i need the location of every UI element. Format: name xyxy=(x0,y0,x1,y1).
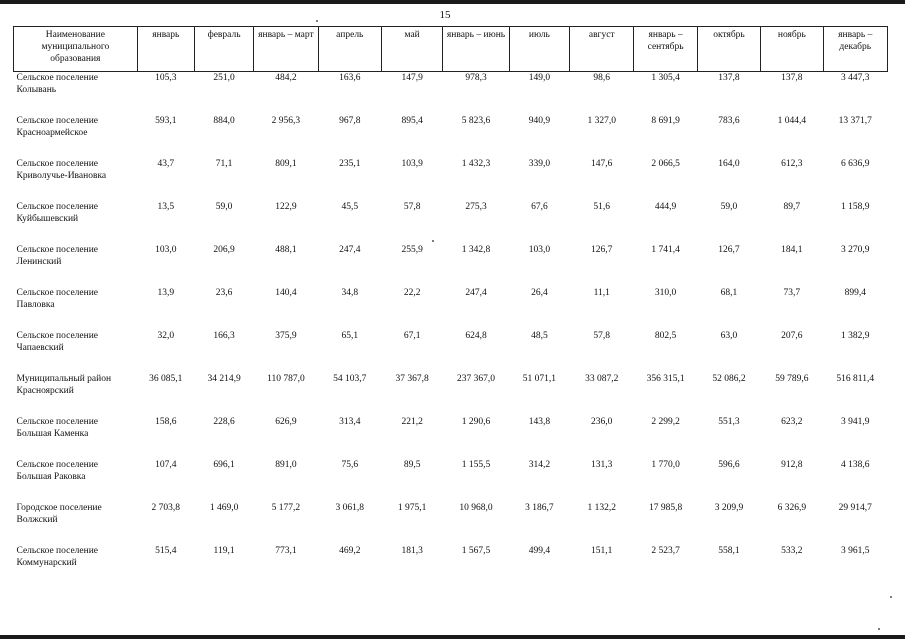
value-cell: 3 941,9 xyxy=(841,417,870,427)
value-cell: 36 085,1 xyxy=(149,374,183,384)
value-cell: 33 087,2 xyxy=(585,374,619,384)
value-cell: 122,9 xyxy=(275,202,297,212)
table-row xyxy=(14,459,888,502)
value-cell: 375,9 xyxy=(275,331,297,341)
value-cell: 1 132,2 xyxy=(587,503,616,513)
value-cell: 184,1 xyxy=(781,245,803,255)
municipality-name: Сельское поселение Большая Каменка xyxy=(16,417,99,439)
municipality-name: Сельское поселение Красноармейское xyxy=(16,116,99,138)
value-cell: 13,5 xyxy=(157,202,175,212)
column-header: апрель xyxy=(318,27,381,72)
table-row xyxy=(14,502,888,545)
table-header xyxy=(14,27,888,72)
column-header: август xyxy=(570,27,634,72)
scan-speck xyxy=(878,628,880,630)
column-header: январь – сентябрь xyxy=(634,27,697,72)
value-cell: 51,6 xyxy=(593,202,611,212)
value-cell: 59,0 xyxy=(215,202,233,212)
column-header: январь – декабрь xyxy=(823,27,887,72)
value-cell: 237 367,0 xyxy=(457,374,496,384)
value-cell: 10 968,0 xyxy=(459,503,493,513)
value-cell: 251,0 xyxy=(213,73,235,83)
value-cell: 23,6 xyxy=(215,288,233,298)
value-cell: 6 636,9 xyxy=(841,159,870,169)
value-cell: 940,9 xyxy=(528,116,551,126)
value-cell: 4 138,6 xyxy=(841,460,870,470)
top-scan-border xyxy=(0,0,905,4)
municipality-name: Сельское поселение Коммунарский xyxy=(16,546,99,568)
value-cell: 75,6 xyxy=(341,460,359,470)
value-cell: 103,9 xyxy=(401,159,423,169)
value-cell: 34,8 xyxy=(341,288,359,298)
value-cell: 98,6 xyxy=(593,73,611,83)
value-cell: 2 523,7 xyxy=(651,546,680,556)
value-cell: 533,2 xyxy=(781,546,803,556)
scan-speck xyxy=(316,20,318,22)
value-cell: 899,4 xyxy=(844,288,866,298)
value-cell: 3 270,9 xyxy=(841,245,870,255)
value-cell: 71,1 xyxy=(215,159,233,169)
value-cell: 8 691,9 xyxy=(651,116,680,126)
value-cell: 105,3 xyxy=(155,73,177,83)
value-cell: 67,1 xyxy=(403,331,421,341)
table-row xyxy=(14,330,888,373)
value-cell: 596,6 xyxy=(718,460,740,470)
value-cell: 51 071,1 xyxy=(522,374,556,384)
value-cell: 143,8 xyxy=(528,417,551,427)
value-cell: 891,0 xyxy=(275,460,297,470)
value-cell: 783,6 xyxy=(718,116,740,126)
value-cell: 59 789,6 xyxy=(775,374,809,384)
value-cell: 54 103,7 xyxy=(333,374,367,384)
value-cell: 26,4 xyxy=(531,288,548,298)
value-cell: 2 299,2 xyxy=(651,417,680,427)
value-cell: 3 186,7 xyxy=(525,503,554,513)
table-row xyxy=(14,416,888,459)
municipality-name: Сельское поселение Ленинский xyxy=(16,245,99,267)
value-cell: 73,7 xyxy=(783,288,801,298)
column-header: октябрь xyxy=(697,27,760,72)
value-cell: 67,6 xyxy=(531,202,548,212)
value-cell: 221,2 xyxy=(401,417,423,427)
value-cell: 696,1 xyxy=(213,460,235,470)
municipality-name: Городское поселение Волжский xyxy=(16,503,102,525)
value-cell: 126,7 xyxy=(718,245,740,255)
table-body xyxy=(14,72,888,589)
column-header: январь – март xyxy=(254,27,318,72)
value-cell: 978,3 xyxy=(465,73,487,83)
value-cell: 469,2 xyxy=(339,546,361,556)
value-cell: 207,6 xyxy=(781,331,803,341)
value-cell: 314,2 xyxy=(528,460,551,470)
column-header: ноябрь xyxy=(761,27,823,72)
value-cell: 275,3 xyxy=(465,202,487,212)
value-cell: 1 567,5 xyxy=(461,546,491,556)
value-cell: 612,3 xyxy=(781,159,803,169)
value-cell: 163,6 xyxy=(339,73,361,83)
bottom-scan-border xyxy=(0,635,905,639)
table-row xyxy=(14,545,888,588)
value-cell: 236,0 xyxy=(591,417,613,427)
value-cell: 57,8 xyxy=(593,331,611,341)
table-row xyxy=(14,201,888,244)
value-cell: 339,0 xyxy=(528,159,551,169)
value-cell: 59,0 xyxy=(720,202,738,212)
value-cell: 37 367,8 xyxy=(395,374,429,384)
value-cell: 149,0 xyxy=(528,73,551,83)
scan-speck xyxy=(890,596,892,598)
value-cell: 228,6 xyxy=(213,417,235,427)
value-cell: 802,5 xyxy=(654,331,677,341)
value-cell: 48,5 xyxy=(531,331,548,341)
value-cell: 34 214,9 xyxy=(207,374,241,384)
value-cell: 1 741,4 xyxy=(651,245,680,255)
value-cell: 1 975,1 xyxy=(397,503,427,513)
value-cell: 235,1 xyxy=(339,159,361,169)
value-cell: 164,0 xyxy=(718,159,740,169)
municipality-name: Сельское поселение Павловка xyxy=(16,288,99,310)
column-header: февраль xyxy=(194,27,253,72)
value-cell: 65,1 xyxy=(341,331,359,341)
value-cell: 6 326,9 xyxy=(777,503,807,513)
table-row xyxy=(14,72,888,116)
value-cell: 166,3 xyxy=(213,331,235,341)
value-cell: 63,0 xyxy=(720,331,738,341)
value-cell: 22,2 xyxy=(403,288,421,298)
value-cell: 17 985,8 xyxy=(648,503,683,513)
value-cell: 43,7 xyxy=(157,159,175,169)
value-cell: 131,3 xyxy=(591,460,613,470)
value-cell: 499,4 xyxy=(528,546,551,556)
value-cell: 3 447,3 xyxy=(841,73,870,83)
value-cell: 1 290,6 xyxy=(461,417,491,427)
value-cell: 2 956,3 xyxy=(271,116,301,126)
value-cell: 884,0 xyxy=(213,116,235,126)
value-cell: 3 061,8 xyxy=(335,503,365,513)
value-cell: 551,3 xyxy=(718,417,740,427)
value-cell: 68,1 xyxy=(720,288,738,298)
value-cell: 1 432,3 xyxy=(461,159,491,169)
value-cell: 5 177,2 xyxy=(271,503,301,513)
value-cell: 967,8 xyxy=(339,116,361,126)
column-header: январь – июнь xyxy=(443,27,509,72)
value-cell: 247,4 xyxy=(465,288,487,298)
value-cell: 140,4 xyxy=(275,288,297,298)
page-number: 15 xyxy=(439,9,451,21)
value-cell: 1 155,5 xyxy=(461,460,491,470)
value-cell: 52 086,2 xyxy=(712,374,746,384)
value-cell: 32,0 xyxy=(157,331,175,341)
table-row xyxy=(14,158,888,201)
value-cell: 488,1 xyxy=(275,245,297,255)
value-cell: 147,9 xyxy=(401,73,423,83)
value-cell: 13 371,7 xyxy=(838,116,872,126)
value-cell: 103,0 xyxy=(528,245,551,255)
value-cell: 558,1 xyxy=(718,546,740,556)
value-cell: 516 811,4 xyxy=(836,374,875,384)
column-header-name: Наименование муниципального образования xyxy=(14,27,138,72)
municipality-name: Муниципальный район Красноярский xyxy=(16,374,112,396)
value-cell: 57,8 xyxy=(403,202,421,212)
value-cell: 119,1 xyxy=(213,546,235,556)
value-cell: 13,9 xyxy=(157,288,175,298)
municipality-name: Сельское поселение Чапаевский xyxy=(16,331,99,353)
value-cell: 151,1 xyxy=(591,546,613,556)
value-cell: 29 914,7 xyxy=(838,503,872,513)
value-cell: 1 327,0 xyxy=(587,116,616,126)
value-cell: 310,0 xyxy=(654,288,677,298)
value-cell: 89,5 xyxy=(403,460,421,470)
value-cell: 11,1 xyxy=(593,288,610,298)
value-cell: 45,5 xyxy=(341,202,359,212)
municipality-name: Сельское поселение Колывань xyxy=(16,73,99,95)
value-cell: 181,3 xyxy=(401,546,423,556)
value-cell: 593,1 xyxy=(155,116,177,126)
value-cell: 515,4 xyxy=(155,546,177,556)
value-cell: 773,1 xyxy=(275,546,297,556)
municipality-name: Сельское поселение Большая Раковка xyxy=(16,460,99,482)
value-cell: 444,9 xyxy=(654,202,677,212)
value-cell: 1 382,9 xyxy=(841,331,870,341)
value-cell: 137,8 xyxy=(718,73,740,83)
value-cell: 1 770,0 xyxy=(651,460,680,470)
value-cell: 484,2 xyxy=(275,73,297,83)
value-cell: 89,7 xyxy=(783,202,801,212)
municipality-name: Сельское поселение Криволучье-Ивановка xyxy=(16,159,107,181)
value-cell: 313,4 xyxy=(339,417,361,427)
value-cell: 3 961,5 xyxy=(841,546,870,556)
scan-speck xyxy=(432,240,434,242)
value-cell: 5 823,6 xyxy=(461,116,491,126)
value-cell: 1 342,8 xyxy=(461,245,491,255)
municipality-name: Сельское поселение Куйбышевский xyxy=(16,202,99,224)
value-cell: 206,9 xyxy=(213,245,235,255)
value-cell: 255,9 xyxy=(401,245,423,255)
value-cell: 126,7 xyxy=(591,245,613,255)
value-cell: 624,8 xyxy=(465,331,487,341)
value-cell: 158,6 xyxy=(155,417,177,427)
column-header: май xyxy=(381,27,442,72)
value-cell: 809,1 xyxy=(275,159,297,169)
value-cell: 247,4 xyxy=(339,245,361,255)
header-row xyxy=(14,27,888,72)
table-row xyxy=(14,244,888,287)
value-cell: 912,8 xyxy=(781,460,803,470)
value-cell: 623,2 xyxy=(781,417,803,427)
value-cell: 895,4 xyxy=(401,116,423,126)
value-cell: 2 066,5 xyxy=(651,159,680,169)
value-cell: 2 703,8 xyxy=(151,503,181,513)
value-cell: 1 469,0 xyxy=(209,503,239,513)
value-cell: 103,0 xyxy=(155,245,177,255)
column-header: июль xyxy=(509,27,569,72)
value-cell: 1 158,9 xyxy=(841,202,870,212)
value-cell: 1 305,4 xyxy=(651,73,680,83)
table-row xyxy=(14,373,888,416)
value-cell: 356 315,1 xyxy=(646,374,685,384)
value-cell: 110 787,0 xyxy=(267,374,305,384)
value-cell: 626,9 xyxy=(275,417,297,427)
table-row xyxy=(14,287,888,330)
value-cell: 107,4 xyxy=(155,460,177,470)
column-header: январь xyxy=(137,27,194,72)
value-cell: 137,8 xyxy=(781,73,803,83)
value-cell: 3 209,9 xyxy=(714,503,744,513)
value-cell: 1 044,4 xyxy=(777,116,807,126)
municipal-data-table xyxy=(13,26,888,588)
table-row xyxy=(14,115,888,158)
value-cell: 147,6 xyxy=(591,159,613,169)
